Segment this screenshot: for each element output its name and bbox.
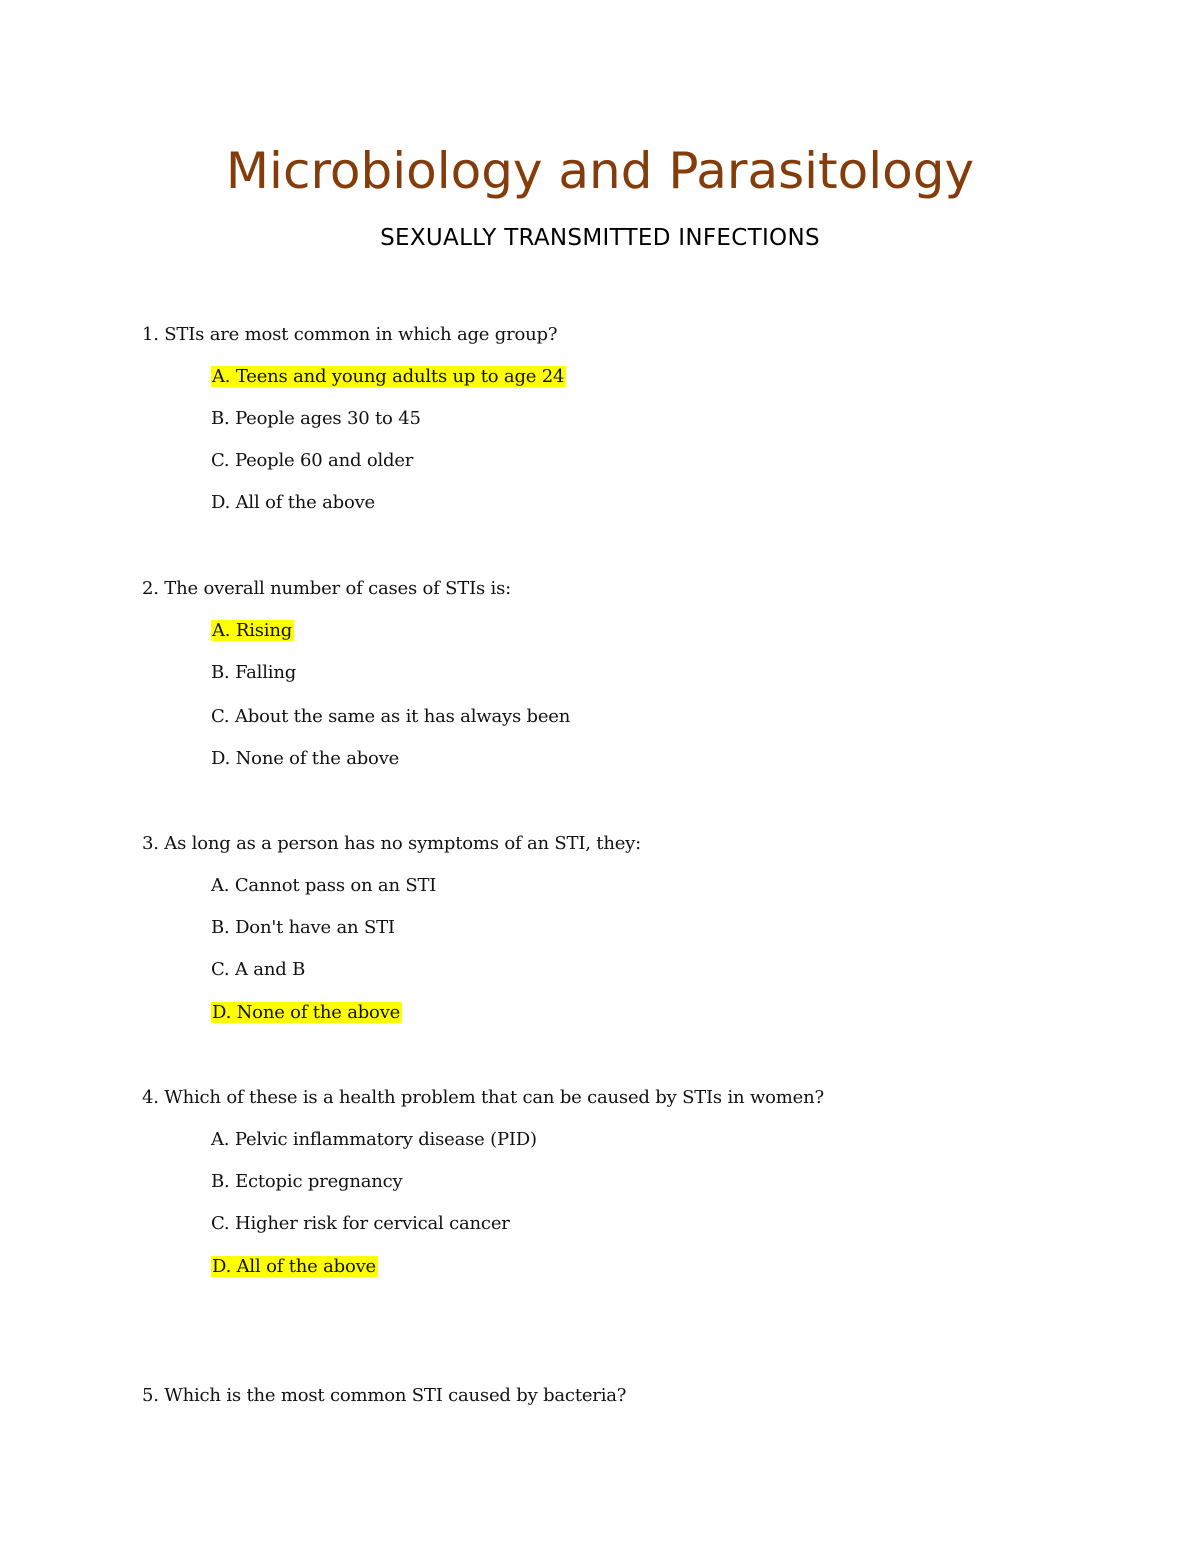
question-1-option-b: B. People ages 30 to 45 bbox=[211, 408, 421, 429]
question-2: 2. The overall number of cases of STIs is: bbox=[142, 578, 512, 599]
question-4: 4. Which of these is a health problem that can be caused by STIs in women? bbox=[142, 1087, 824, 1108]
document-title: Microbiology and Parasitology bbox=[225, 142, 975, 200]
question-3: 3. As long as a person has no symptoms of an STI, they: bbox=[142, 833, 641, 854]
question-4-option-c: C. Higher risk for cervical cancer bbox=[211, 1213, 510, 1234]
question-1-option-c: C. People 60 and older bbox=[211, 450, 414, 471]
answer-highlight: A. Rising bbox=[212, 620, 293, 641]
question-4-option-a: A. Pelvic inflammatory disease (PID) bbox=[211, 1129, 537, 1150]
question-1-option-d: D. All of the above bbox=[211, 492, 376, 513]
question-3-option-c: C. A and B bbox=[211, 959, 306, 980]
question-2-option-b: B. Falling bbox=[211, 662, 297, 683]
question-4-option-b: B. Ectopic pregnancy bbox=[211, 1171, 403, 1192]
question-2-option-a bbox=[211, 618, 294, 644]
answer-highlight: D. All of the above bbox=[212, 1256, 377, 1277]
answer-highlight: A. Teens and young adults up to age 24 bbox=[212, 366, 565, 387]
question-2-option-c: C. About the same as it has always been bbox=[211, 706, 571, 727]
question-4-option-d bbox=[211, 1254, 378, 1280]
question-1: 1. STIs are most common in which age group? bbox=[142, 324, 558, 345]
question-3-option-b: B. Don't have an STI bbox=[211, 917, 395, 938]
question-1-option-a bbox=[211, 364, 566, 390]
question-3-option-d bbox=[211, 1000, 402, 1026]
question-2-option-d: D. None of the above bbox=[211, 748, 400, 769]
question-5: 5. Which is the most common STI caused by bacteria? bbox=[142, 1385, 627, 1406]
document-subtitle: SEXUALLY TRANSMITTED INFECTIONS bbox=[380, 225, 820, 251]
question-3-option-a: A. Cannot pass on an STI bbox=[211, 875, 437, 896]
answer-highlight: D. None of the above bbox=[212, 1002, 401, 1023]
